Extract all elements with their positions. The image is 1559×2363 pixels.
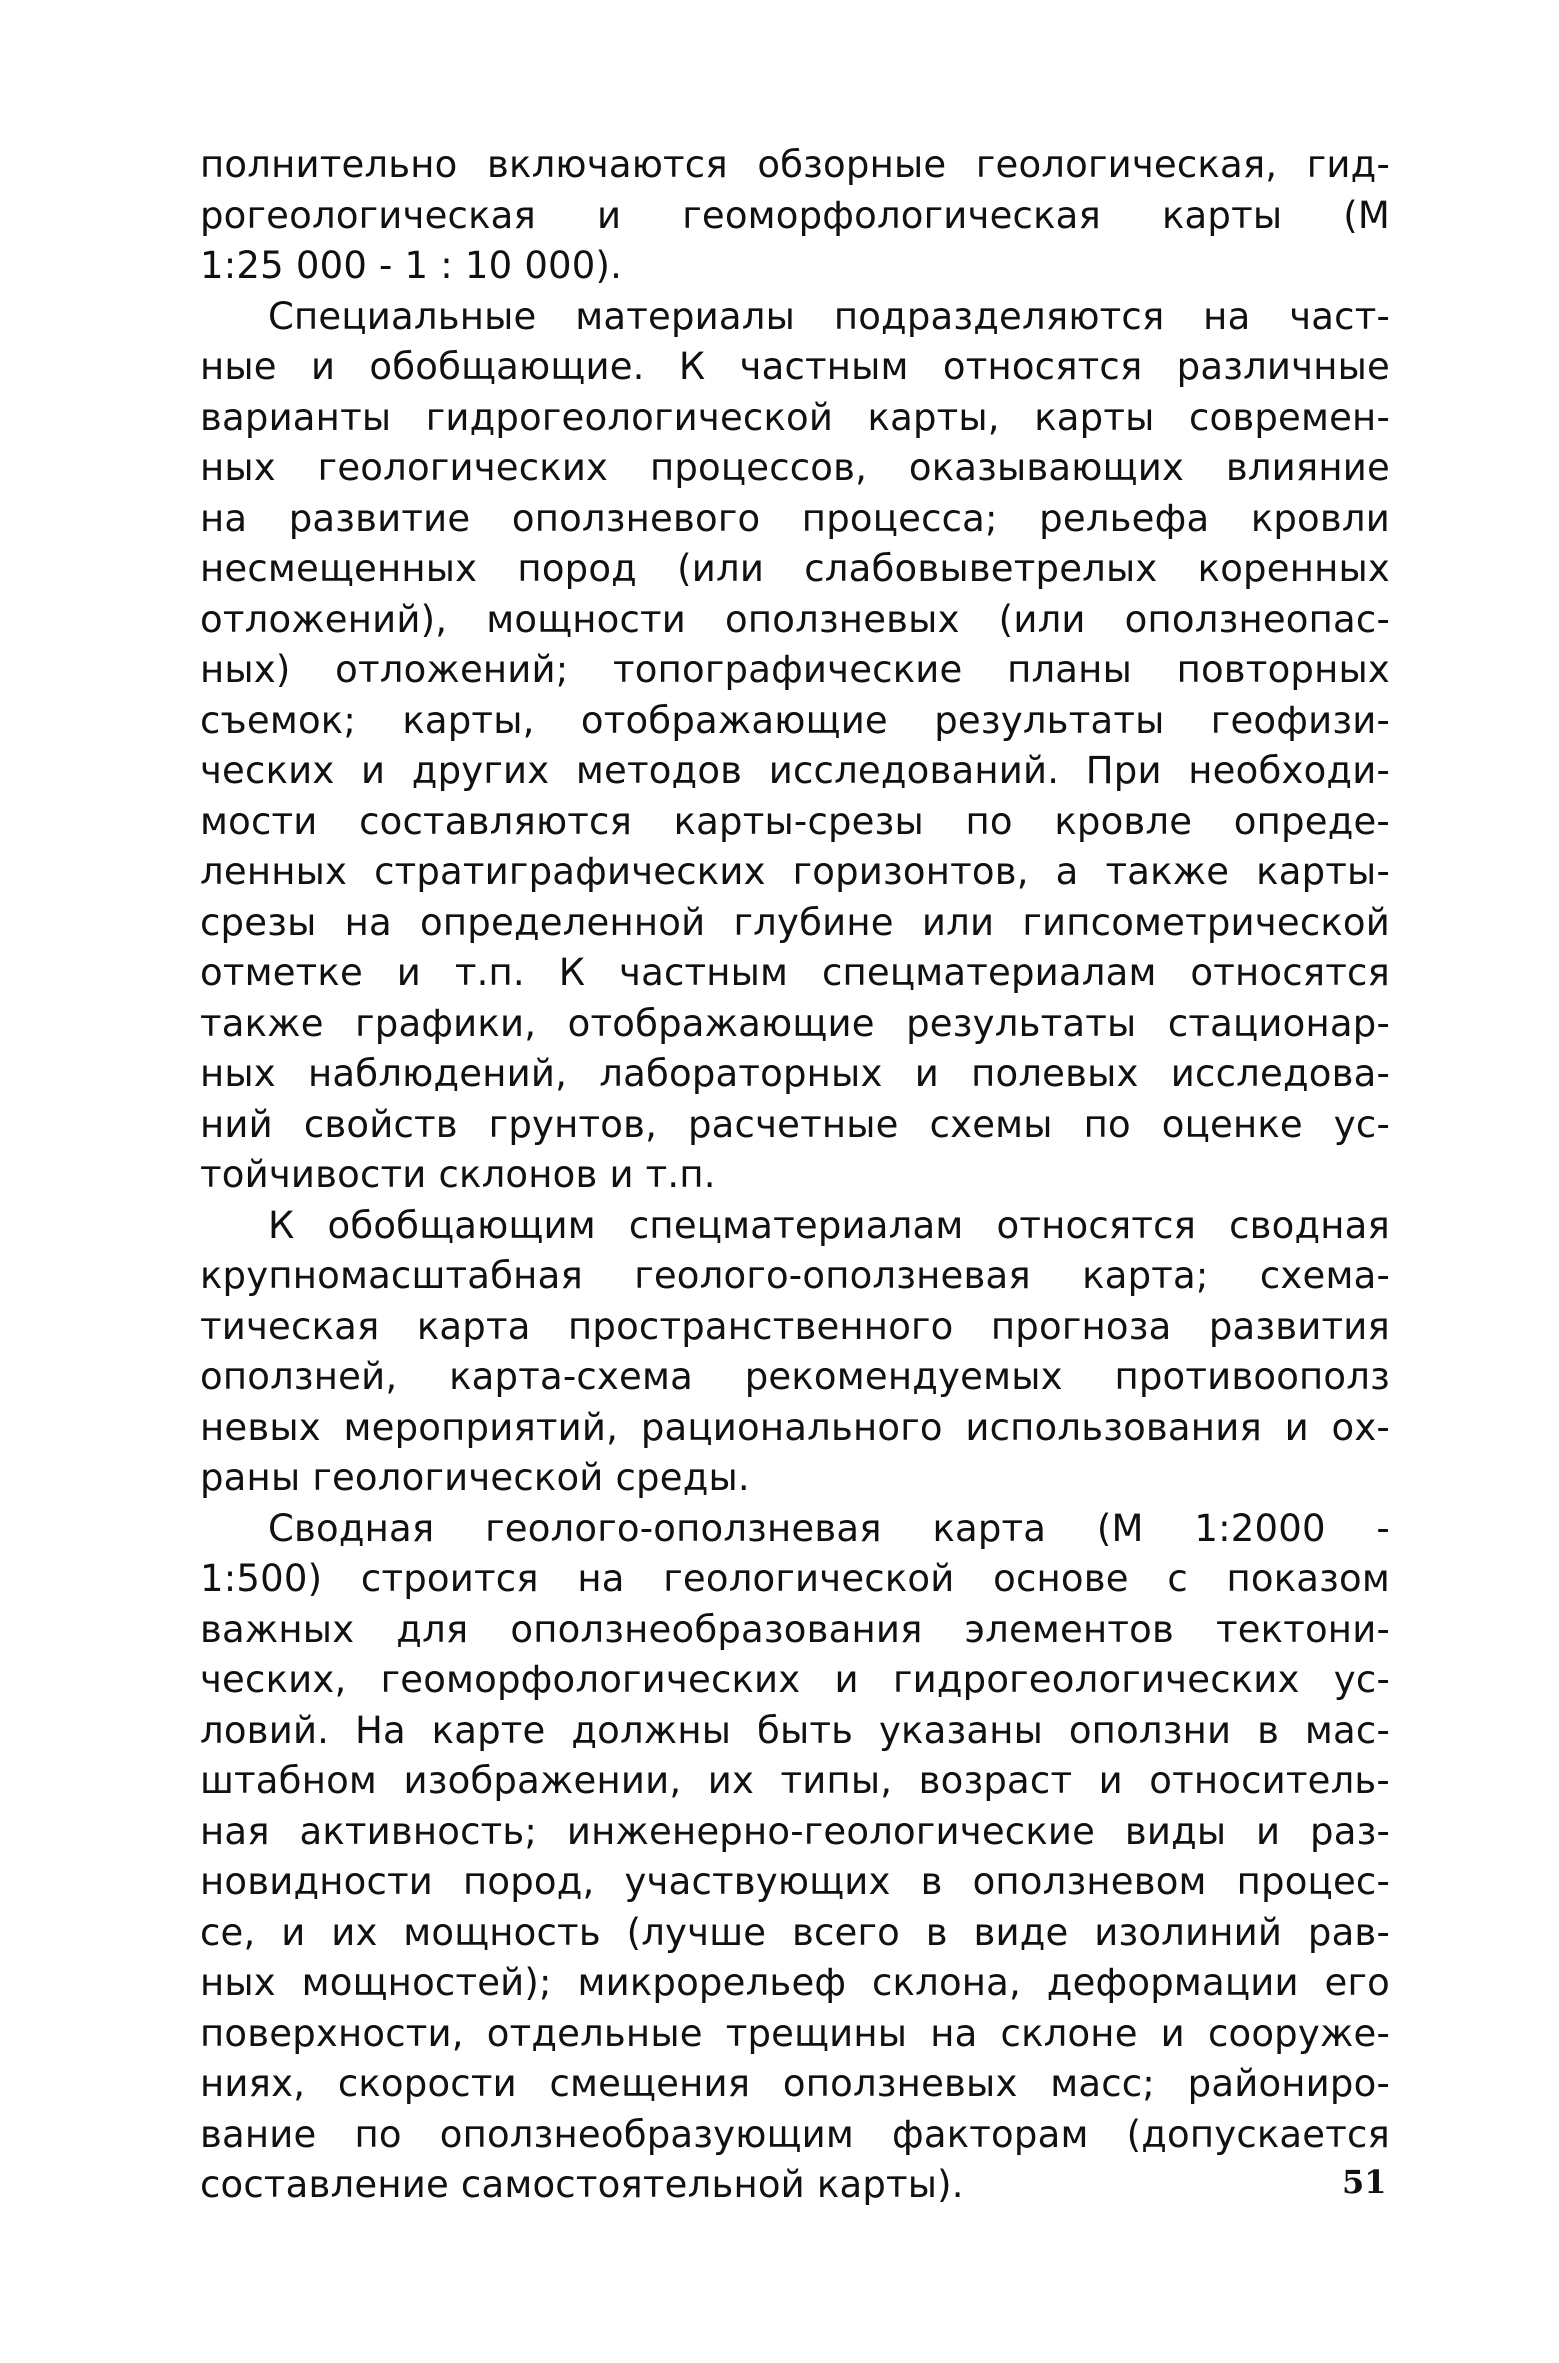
text-line: также графики, отображающие результаты стационар- [200, 1001, 1390, 1045]
text-line: поверхности, отдельные трещины на склоне и сооруже- [200, 2011, 1390, 2055]
text-line: ловий. На карте должны быть указаны оползни в мас- [200, 1708, 1390, 1752]
text-line: крупномасштабная геолого-оползневая карта; схема- [200, 1254, 1390, 1297]
text-line: невых мероприятий, рационального использования и ох- [200, 1405, 1390, 1449]
text-line: рогеологическая и геоморфологическая карты (М [200, 193, 1390, 237]
text-line: важных для оползнеобразования элементов тектони- [200, 1607, 1390, 1651]
text-line: срезы на определенной глубине или гипсометрической [200, 900, 1390, 944]
text-line: ческих и других методов исследований. При необходи- [200, 749, 1390, 792]
text-line: несмещенных пород (или слабовыветрелых коренных [200, 547, 1390, 590]
text-line: ленных стратиграфических горизонтов, а также карты- [200, 850, 1390, 893]
text-line: се, и их мощность (лучше всего в виде изолиний рав- [200, 1910, 1390, 1954]
text-line: ная активность; инженерно-геологические виды и раз- [200, 1809, 1390, 1853]
text-line: полнительно включаются обзорные геологическая, гид- [200, 143, 1390, 186]
text-line: раны геологической среды. [200, 1456, 750, 1499]
text-line: варианты гидрогеологической карты, карты современ- [200, 395, 1390, 439]
text-line: тойчивости склонов и т.п. [200, 1153, 716, 1196]
text-line: ных наблюдений, лабораторных и полевых исследова- [200, 1052, 1390, 1095]
text-line: штабном изображении, их типы, возраст и относитель- [200, 1759, 1390, 1802]
text-line: оползней, карта-схема рекомендуемых противоополз [200, 1355, 1390, 1398]
text-line: 1:500) строится на геологической основе с показом [200, 1557, 1390, 1600]
text-line: тическая карта пространственного прогноза развития [200, 1304, 1390, 1348]
text-line: ниях, скорости смещения оползневых масс; райониро- [200, 2062, 1390, 2105]
text-line: вание по оползнеобразующим факторам (допускается [200, 2112, 1390, 2156]
text-line: К обобщающим спецматериалам относятся сводная [268, 1203, 1390, 1247]
text-line: 1:25 000 - 1 : 10 000). [200, 244, 623, 287]
text-line: ных) отложений; топографические планы повторных [200, 648, 1390, 691]
text-line: составление самостоятельной карты). [200, 2163, 964, 2206]
text-line: на развитие оползневого процесса; рельефа кровли [200, 496, 1390, 540]
page-number: 51 [1342, 2163, 1387, 2201]
text-line: ний свойств грунтов, расчетные схемы по оценке ус- [200, 1102, 1390, 1146]
text-line: отметке и т.п. К частным спецматериалам относятся [200, 951, 1390, 994]
text-line: ных геологических процессов, оказывающих влияние [200, 446, 1390, 489]
text-line: ческих, геоморфологических и гидрогеологических ус- [200, 1658, 1390, 1701]
body-text [200, 140, 1390, 2211]
text-line: новидности пород, участвующих в оползневом процес- [200, 1860, 1390, 1903]
text-line: съемок; карты, отображающие результаты геофизи- [200, 698, 1390, 742]
text-line: Сводная геолого-оползневая карта (М 1:2000 - [268, 1506, 1390, 1550]
text-line: ные и обобщающие. К частным относятся различные [200, 345, 1390, 388]
text-line: ных мощностей); микрорельеф склона, деформации его [200, 1961, 1390, 2004]
text-line: мости составляются карты-срезы по кровле опреде- [200, 799, 1390, 843]
text-line: Специальные материалы подразделяются на част- [268, 294, 1390, 338]
text-line: отложений), мощности оползневых (или оползнеопас- [200, 597, 1390, 641]
